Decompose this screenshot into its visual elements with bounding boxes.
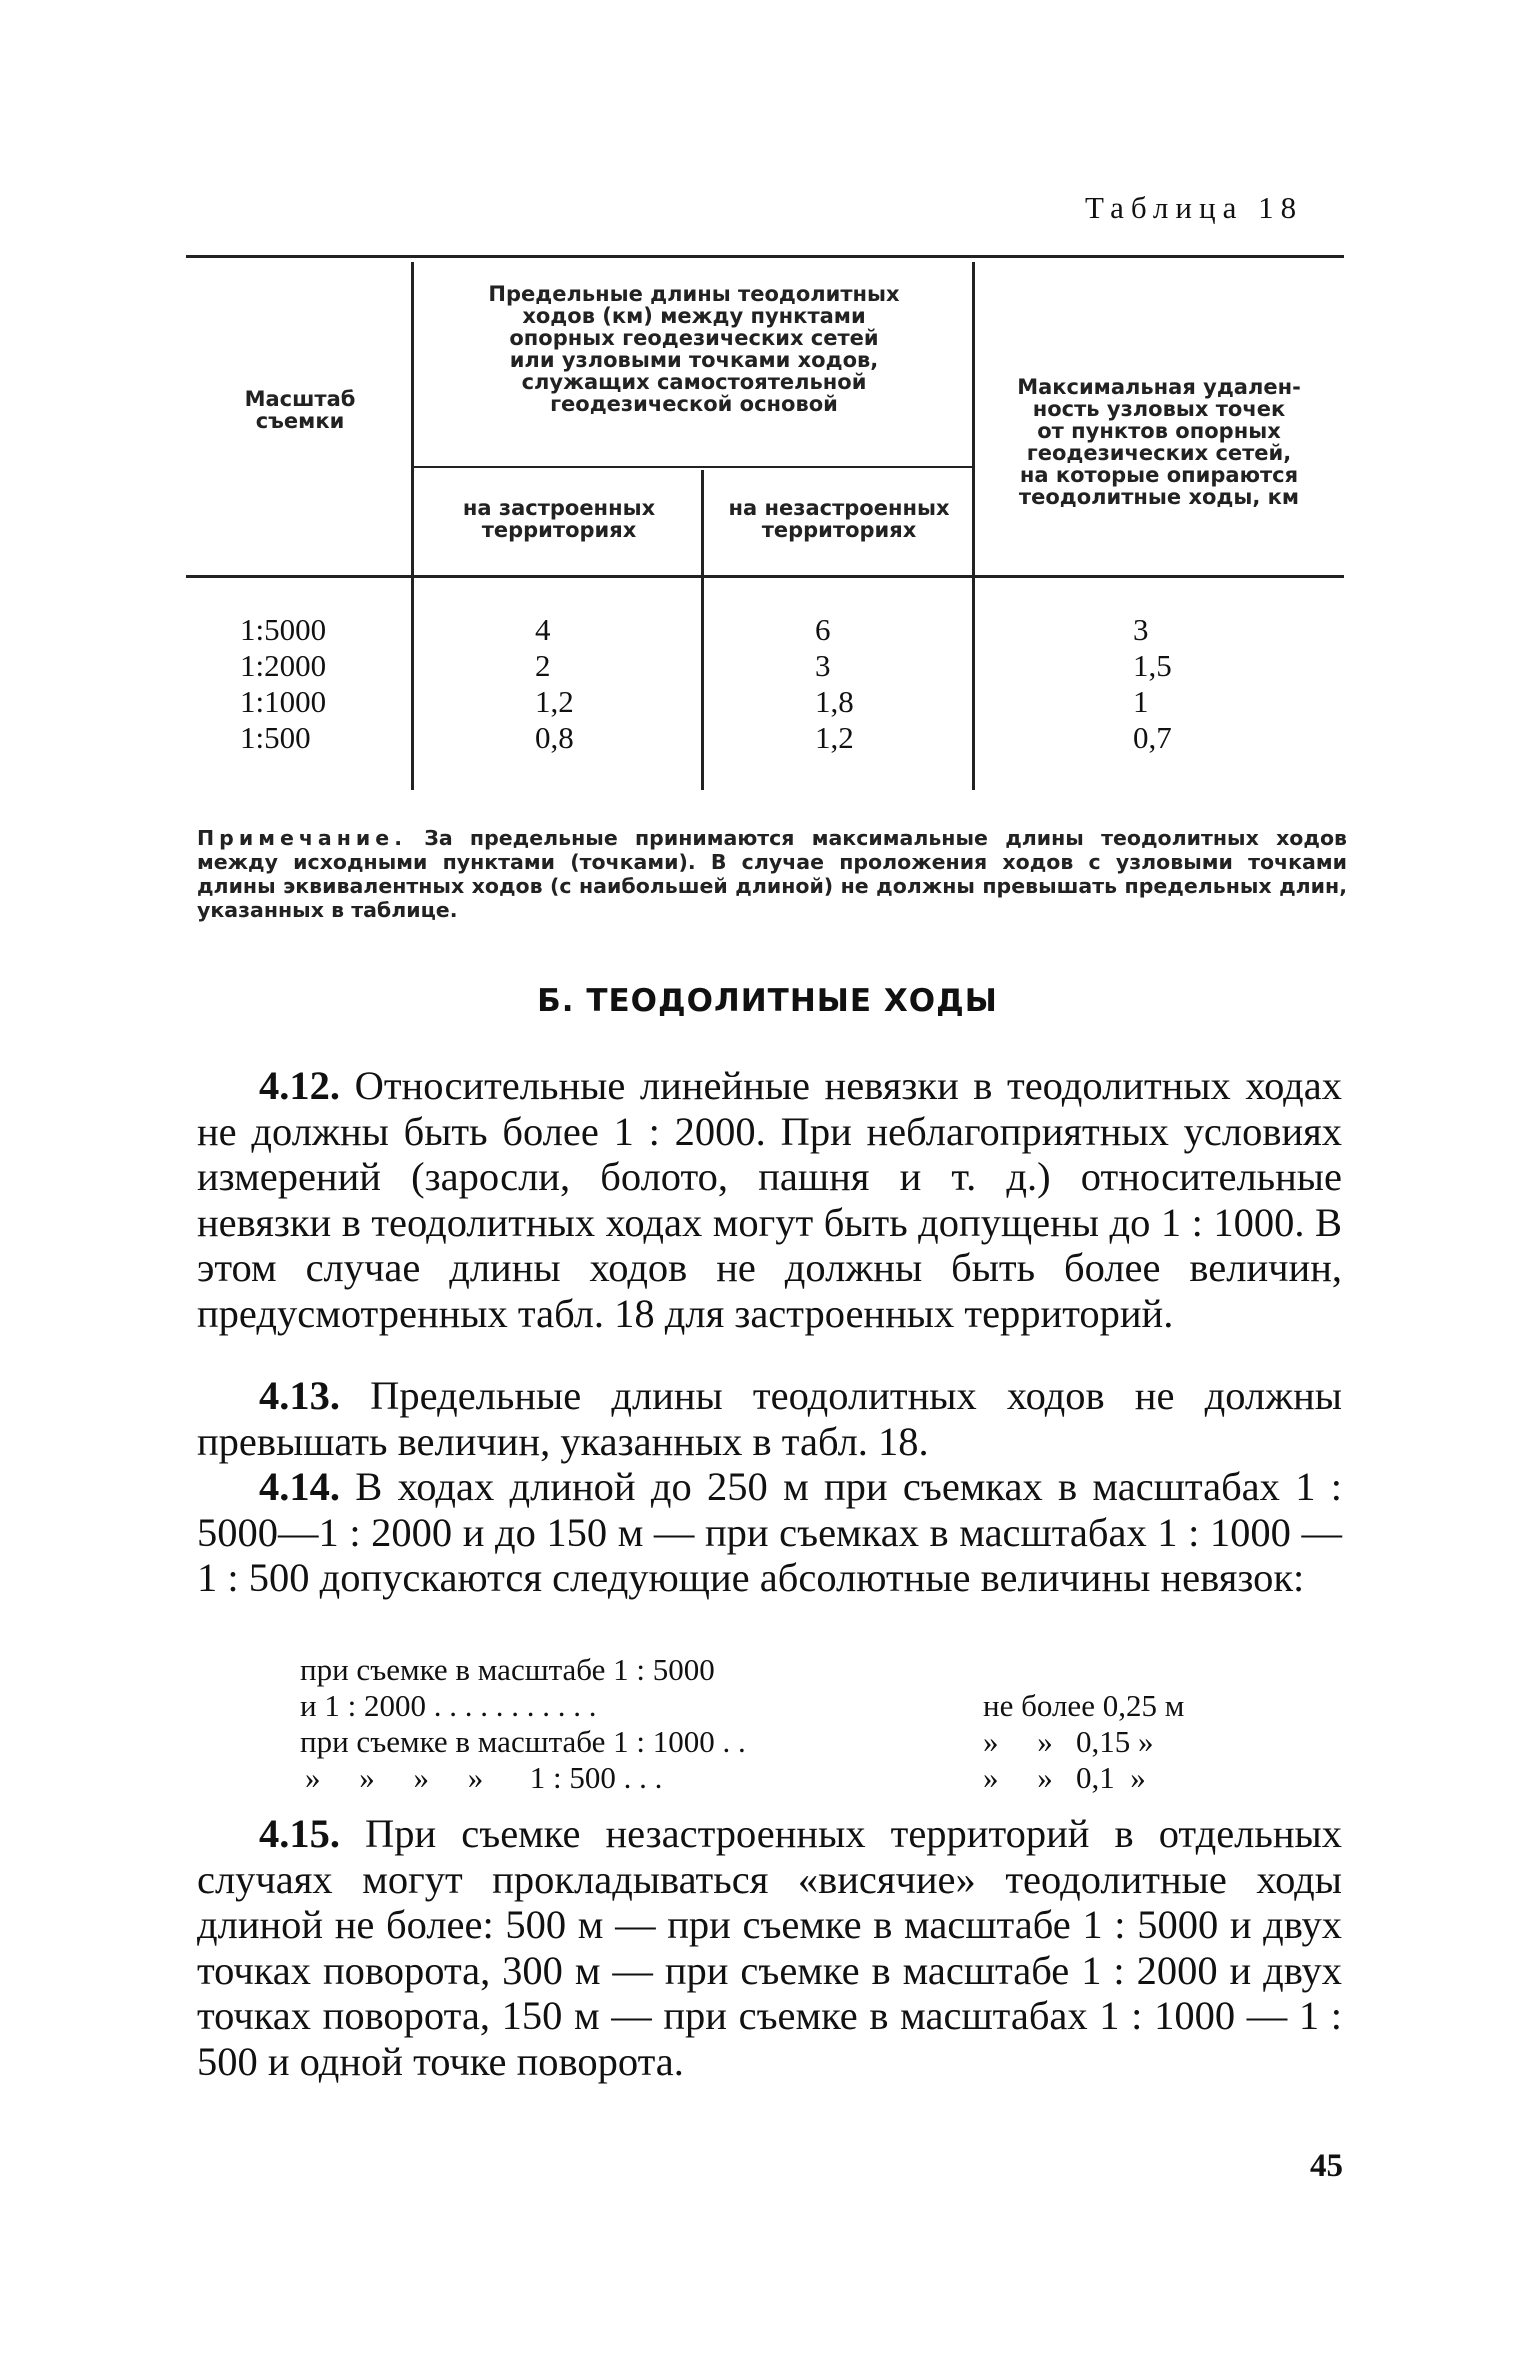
- tolerance-row-3-label: при съемке в масштабе 1 : 1000 . .: [300, 1724, 746, 1759]
- table-header-rule: [186, 575, 1344, 578]
- header-max-line: от пунктов опорных: [1037, 419, 1281, 443]
- column-unbuilt: 6 3 1,8 1,2: [815, 612, 854, 755]
- header-max-line: ность узловых точек: [1032, 397, 1286, 421]
- tolerance-row-4-value: » » 0,1 »: [983, 1760, 1146, 1795]
- header-limit-line: служащих самостоятельной: [521, 370, 867, 394]
- header-unbuilt-line: территориях: [761, 518, 917, 542]
- table-col-divider-2: [701, 470, 704, 790]
- header-built-up: [418, 497, 700, 541]
- header-scale-line: Масштаб: [244, 387, 356, 411]
- paragraph-number: 4.13.: [259, 1373, 340, 1418]
- paragraph-number: 4.15.: [259, 1811, 340, 1856]
- header-max-distance: [980, 376, 1338, 508]
- paragraph-4-14: [197, 1464, 1342, 1601]
- tolerance-row-3-value: » » 0,15 »: [983, 1724, 1154, 1759]
- table-col-divider-3: [972, 262, 975, 790]
- table-note: [197, 826, 1347, 922]
- table-top-rule: [186, 255, 1344, 258]
- paragraph-4-12: [197, 1063, 1342, 1336]
- section-title: Б. ТЕОДОЛИТНЫЕ ХОДЫ: [537, 983, 998, 1019]
- paragraph-number: 4.14.: [259, 1464, 340, 1509]
- header-built-line: на застроенных: [462, 496, 656, 520]
- header-max-line: теодолитные ходы, км: [1018, 485, 1300, 509]
- header-limit-line: опорных геодезических сетей: [509, 326, 879, 350]
- header-unbuilt: [708, 497, 970, 541]
- header-limit-line: ходов (км) между пунктами: [522, 304, 866, 328]
- paragraph-text: В ходах длиной до 250 м при съемках в масштабах 1 : 5000—1 : 2000 и до 150 м — при съемках в масштабах 1 : 1000 — 1 : 500 допускаются следующие абсолютные величины невязок:: [197, 1464, 1342, 1600]
- header-max-line: Максимальная удален-: [1017, 375, 1301, 399]
- paragraph-number: 4.12.: [259, 1063, 340, 1108]
- column-built-up: 4 2 1,2 0,8: [535, 612, 574, 755]
- paragraph-4-13: [197, 1373, 1342, 1464]
- tolerance-row-1: при съемке в масштабе 1 : 5000: [300, 1652, 715, 1687]
- paragraph-text: Предельные длины теодолитных ходов не должны превышать величин, указанных в табл. 18.: [197, 1373, 1342, 1464]
- header-max-line: на которые опираются: [1019, 463, 1299, 487]
- header-max-line: геодезических сетей,: [1026, 441, 1292, 465]
- header-limit-line: геодезической основой: [550, 392, 838, 416]
- tolerance-row-4-label: » » » » 1 : 500 . . .: [305, 1760, 663, 1795]
- table-group-rule: [414, 466, 974, 468]
- table-caption: Таблица 18: [1085, 190, 1304, 225]
- paragraph-4-15: [197, 1811, 1342, 2084]
- note-text: За предельные принимаются максимальные длины теодолитных ходов между исходными пунктами (точками). В случае проложения ходов с узловыми точками длины эквивалентных ходов (с наибольшей длиной) не должны превышать предельных длин, указанных в таблице.: [197, 826, 1347, 922]
- column-scales: 1:5000 1:2000 1:1000 1:500: [240, 612, 327, 755]
- note-lead: Примечание.: [197, 826, 407, 850]
- header-limit-lengths: [418, 283, 970, 415]
- header-limit-line: Предельные длины теодолитных: [488, 282, 900, 306]
- tolerance-row-2-value: не более 0,25 м: [983, 1688, 1185, 1723]
- header-built-line: территориях: [481, 518, 637, 542]
- header-limit-line: или узловыми точками ходов,: [509, 348, 879, 372]
- table-col-divider-1: [411, 262, 414, 790]
- header-scale: [200, 388, 400, 432]
- column-max-distance: 3 1,5 1 0,7: [1133, 612, 1172, 755]
- header-unbuilt-line: на незастроенных: [728, 496, 950, 520]
- paragraph-text: При съемке незастроенных территорий в отдельных случаях могут прокладываться «висячие» теодолитные ходы длиной не более: 500 м — при съемке в масштабе 1 : 5000 и двух точках поворота, 300 м — при съемке в масштабе 1 : 2000 и двух точках поворота, 150 м — при съемке в масштабах 1 : 1000 — 1 : 500 и одной точке поворота.: [197, 1811, 1342, 2084]
- page-number: 45: [1310, 2148, 1343, 2184]
- tolerance-row-2-label: и 1 : 2000 . . . . . . . . . . .: [300, 1688, 597, 1723]
- paragraph-text: Относительные линейные невязки в теодолитных ходах не должны быть более 1 : 2000. При неблагоприятных условиях измерений (заросли, болото, пашня и т. д.) относительные невязки в теодолитных ходах могут быть допущены до 1 : 1000. В этом случае длины ходов не должны быть более величин, предусмотренных табл. 18 для застроенных территорий.: [197, 1063, 1342, 1336]
- header-scale-line: съемки: [255, 409, 345, 433]
